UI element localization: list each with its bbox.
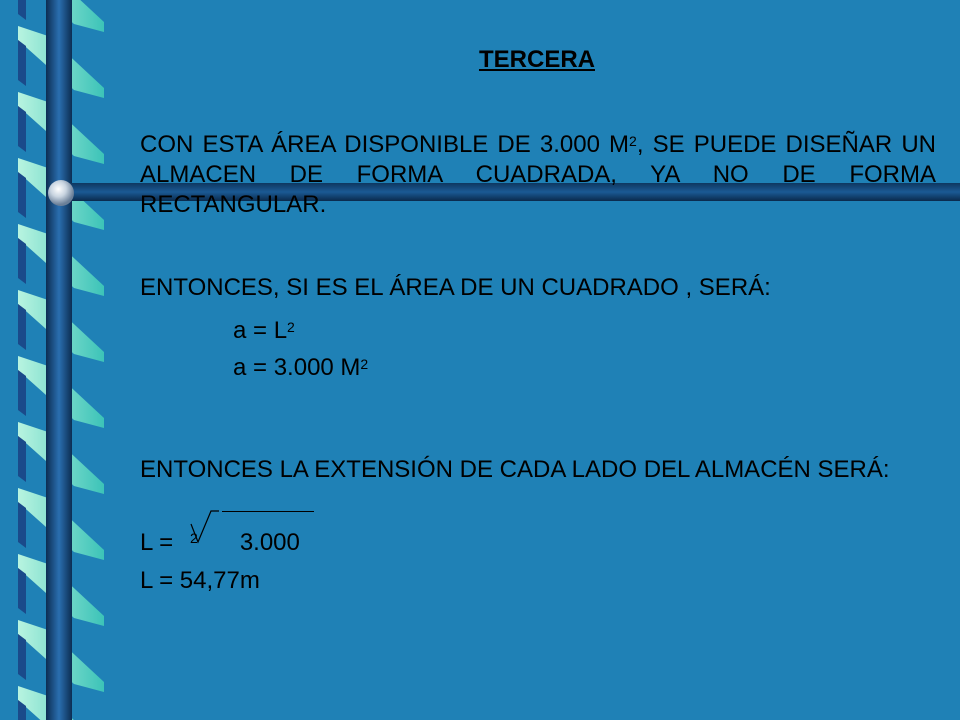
superscript: 2 xyxy=(287,319,295,335)
equation-area-value xyxy=(233,353,960,383)
paragraph-area-text-rest: , SE PUEDE DISEÑAR UN ALMACEN DE FORMA CUADRADA, YA NO DE FORMA RECTANGULAR. xyxy=(140,131,936,218)
ribbon-decoration xyxy=(0,0,110,720)
ribbon-shadow xyxy=(18,568,26,614)
equation-root xyxy=(140,528,936,558)
root-index: 2 xyxy=(190,530,198,546)
ribbon-shadow xyxy=(18,370,26,416)
bar-knob-icon xyxy=(46,178,76,208)
paragraph-area xyxy=(140,130,936,220)
ribbon-shadow xyxy=(18,238,26,284)
ribbon-shadow xyxy=(18,436,26,482)
ribbon-shadow xyxy=(18,304,26,350)
radical-overline xyxy=(222,511,314,512)
paragraph-side: ENTONCES LA EXTENSIÓN DE CADA LADO DEL ALMACÉN SERÁ: xyxy=(140,456,890,483)
equation-text: L = xyxy=(140,529,180,556)
ribbon-shadow xyxy=(18,106,26,152)
ribbon-shadow xyxy=(18,0,26,20)
equation-text: a = L xyxy=(233,317,288,344)
paragraph-square: ENTONCES, SI ES EL ÁREA DE UN CUADRADO , SERÁ: xyxy=(140,274,771,301)
equation-result: L = 54,77m xyxy=(140,567,260,594)
superscript: 2 xyxy=(360,356,369,372)
ribbon-shadow xyxy=(18,634,26,680)
square-root-icon xyxy=(189,510,219,550)
slide-title: TERCERA xyxy=(478,46,595,73)
ribbon-shadow xyxy=(18,502,26,548)
equation-area-l2 xyxy=(233,316,960,346)
paragraph-area-text: CON ESTA ÁREA DISPONIBLE DE 3.000 M xyxy=(140,131,630,158)
ribbon-shadow xyxy=(18,172,26,218)
equation-text: a = 3.000 M xyxy=(233,354,361,381)
radicand: 3.000 xyxy=(239,529,300,556)
superscript: 2 xyxy=(629,133,637,149)
